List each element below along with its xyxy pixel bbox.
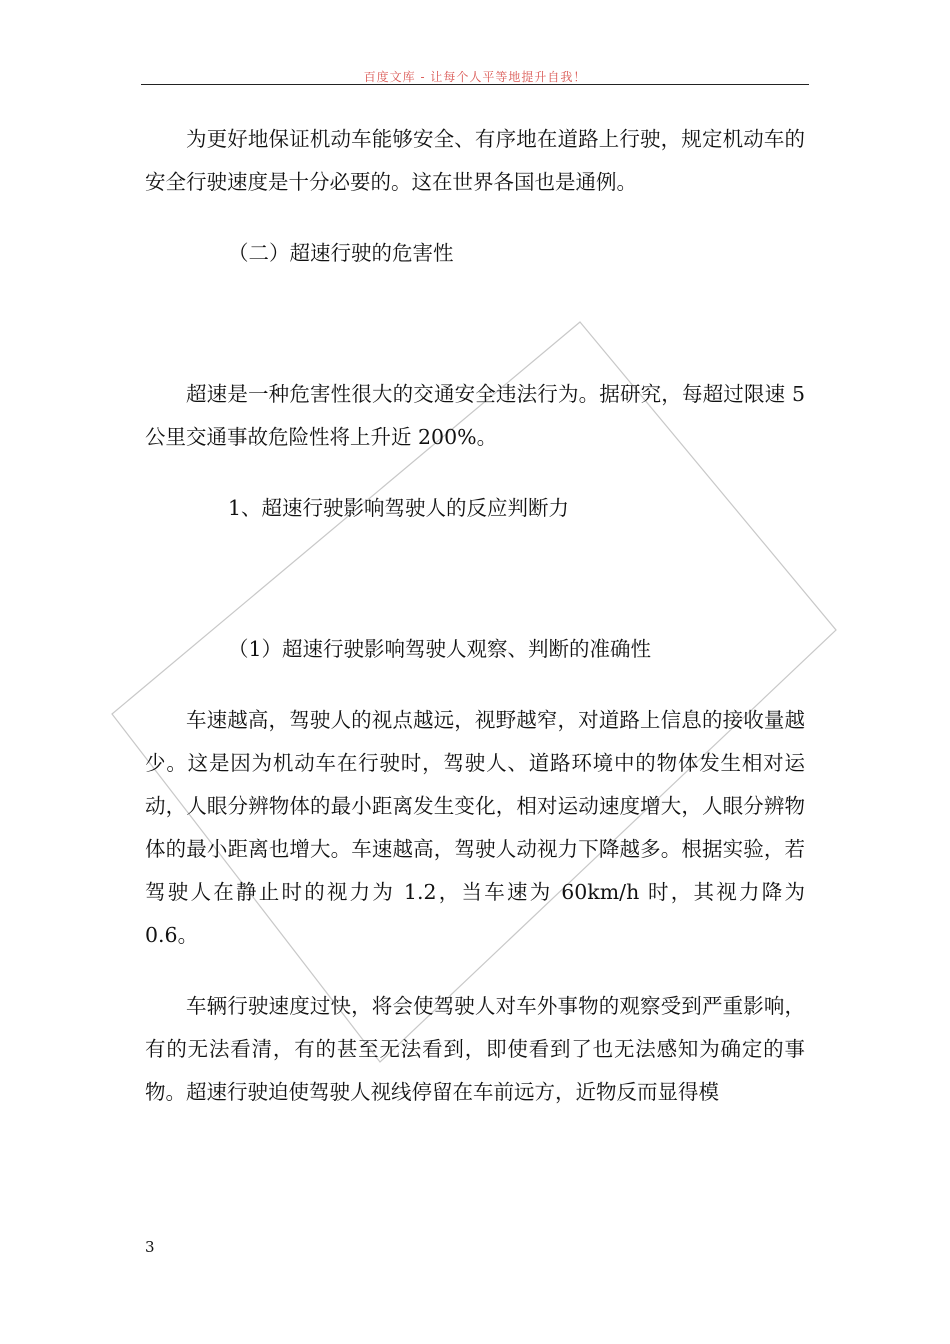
header-rule	[141, 84, 809, 85]
subsection-heading: 1、超速行驶影响驾驶人的反应判断力	[228, 496, 570, 520]
paragraph: 车速越高，驾驶人的视点越远，视野越窄，对道路上信息的接收量越少。这是因为机动车在行驶时，驾驶人、道路环境中的物体发生相对运动，人眼分辨物体的最小距离发生变化，相对运动速度增大，人眼分辨物体的最小距离也增大。车速越高，驾驶人动视力下降越多。根据实验，若驾驶人在静止时的视力为 1.2，当车速为 60km/h 时，其视力降为 0.6。	[145, 708, 805, 947]
document-body	[145, 118, 805, 1114]
page-header: 百度文库 - 让每个人平等地提升自我！	[363, 70, 587, 84]
section-heading: （二）超速行驶的危害性	[228, 241, 454, 265]
paragraph: 车辆行驶速度过快，将会使驾驶人对车外事物的观察受到严重影响，有的无法看清，有的甚至无法看到，即使看到了也无法感知为确定的事物。超速行驶迫使驾驶人视线停留在车前远方，近物反而显得模	[145, 994, 805, 1104]
subsection-heading: （1）超速行驶影响驾驶人观察、判断的准确性	[228, 637, 652, 661]
page-number: 3	[145, 1238, 155, 1256]
paragraph: 为更好地保证机动车能够安全、有序地在道路上行驶，规定机动车的安全行驶速度是十分必要的。这在世界各国也是通例。	[145, 127, 805, 194]
paragraph: 超速是一种危害性很大的交通安全违法行为。据研究，每超过限速 5 公里交通事故危险性将上升近 200%。	[145, 382, 805, 449]
